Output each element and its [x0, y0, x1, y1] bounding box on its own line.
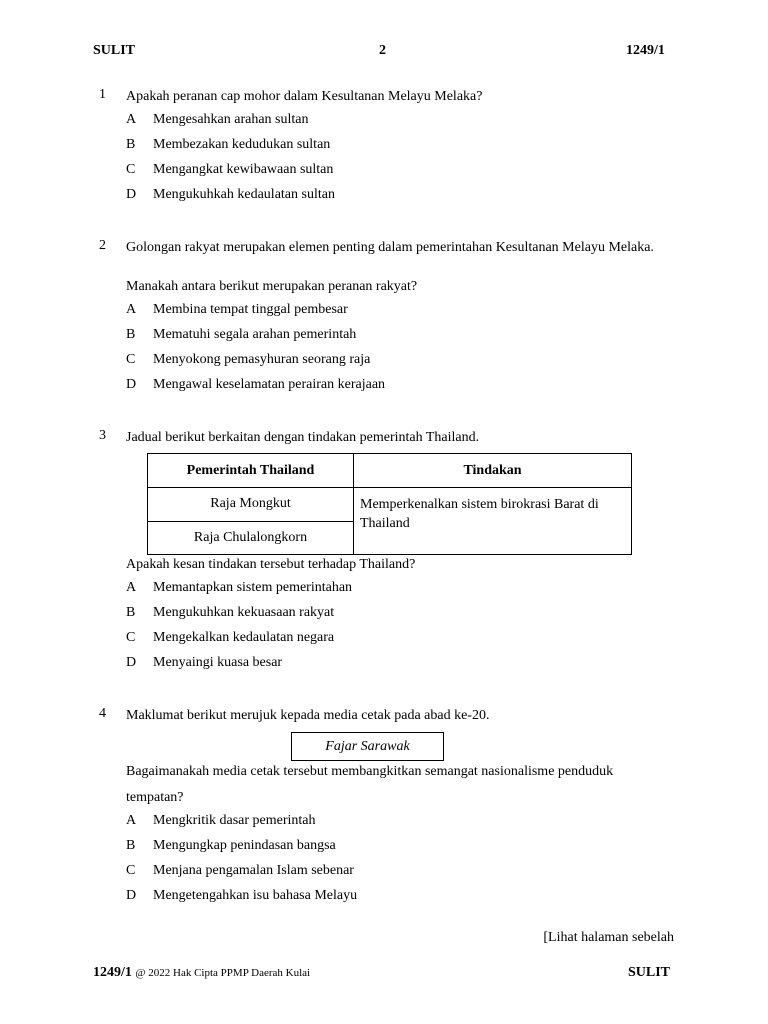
question-2-option-d — [126, 377, 385, 393]
question-1-option-b — [126, 137, 330, 153]
option-text: Mengukuhkah kedaulatan sultan — [153, 187, 335, 202]
option-text: Mengangkat kewibawaan sultan — [153, 162, 334, 177]
question-2-text: Golongan rakyat merupakan elemen penting dalam pemerintahan Kesultanan Melayu Melaka. — [126, 240, 654, 255]
header-paper-code: 1249/1 — [626, 43, 665, 58]
question-4-option-c — [126, 863, 354, 879]
table-cell-ruler-1: Raja Mongkut — [148, 488, 354, 521]
option-letter: D — [126, 888, 137, 903]
question-3-number: 3 — [99, 428, 106, 443]
option-text: Mematuhi segala arahan pemerintah — [153, 327, 357, 342]
question-3-text: Jadual berikut berkaitan dengan tindakan pemerintah Thailand. — [126, 430, 480, 445]
option-letter: B — [126, 605, 136, 620]
footer-paper-code: 1249/1 — [93, 965, 132, 980]
option-letter: D — [126, 187, 137, 202]
question-3-option-a — [126, 580, 352, 596]
question-2-option-b — [126, 327, 356, 343]
option-letter: B — [126, 838, 136, 853]
table-header-ruler: Pemerintah Thailand — [148, 454, 354, 488]
question-1-number: 1 — [99, 87, 106, 102]
option-letter: B — [126, 327, 136, 342]
option-text: Mengkritik dasar pemerintah — [153, 813, 316, 828]
footer-classification: SULIT — [628, 965, 671, 980]
option-text: Menjana pengamalan Islam sebenar — [153, 863, 354, 878]
option-text: Membina tempat tinggal pembesar — [153, 302, 348, 317]
option-letter: C — [126, 352, 136, 367]
footer-left — [93, 965, 310, 981]
option-letter: C — [126, 863, 136, 878]
newspaper-title-box: Fajar Sarawak — [291, 732, 444, 761]
option-text: Mengukuhkan kekuasaan rakyat — [153, 605, 335, 620]
question-4-option-a — [126, 813, 316, 829]
option-text: Memantapkan sistem pemerintahan — [153, 580, 353, 595]
table-header-row — [148, 454, 632, 488]
option-letter: A — [126, 302, 137, 317]
option-letter: A — [126, 813, 137, 828]
option-letter: A — [126, 580, 137, 595]
option-text: Menyaingi kuasa besar — [153, 655, 283, 670]
option-letter: A — [126, 112, 137, 127]
next-page-note: [Lihat halaman sebelah — [543, 930, 674, 945]
question-1-text: Apakah peranan cap mohor dalam Kesultanan Melayu Melaka? — [126, 89, 483, 104]
footer-copyright: @ 2022 Hak Cipta PPMP Daerah Kulai — [135, 967, 311, 979]
question-3-option-d — [126, 655, 282, 671]
question-2-option-a — [126, 302, 348, 318]
option-text: Mengesahkan arahan sultan — [153, 112, 309, 127]
option-letter: C — [126, 630, 136, 645]
question-4-number: 4 — [99, 706, 106, 721]
option-text: Mengetengahkan isu bahasa Melayu — [153, 888, 358, 903]
question-3-subtext: Apakah kesan tindakan tersebut terhadap Thailand? — [126, 557, 416, 572]
header-page-number: 2 — [379, 43, 386, 58]
question-4-option-b — [126, 838, 336, 854]
question-2-number: 2 — [99, 238, 106, 253]
option-text: Mengungkap penindasan bangsa — [153, 838, 336, 853]
option-letter: C — [126, 162, 136, 177]
option-letter: B — [126, 137, 136, 152]
option-text: Membezakan kedudukan sultan — [153, 137, 331, 152]
question-4-option-d — [126, 888, 357, 904]
question-3-option-b — [126, 605, 334, 621]
table-header-action: Tindakan — [354, 454, 632, 488]
table-cell-ruler-2: Raja Chulalongkorn — [148, 521, 354, 554]
ruler-action-table — [147, 453, 632, 555]
question-1-option-a — [126, 112, 309, 128]
table-row — [148, 488, 632, 521]
option-text: Mengawal keselamatan perairan kerajaan — [153, 377, 386, 392]
question-1-option-c — [126, 162, 333, 178]
option-letter: D — [126, 377, 137, 392]
option-letter: D — [126, 655, 137, 670]
question-2-subtext: Manakah antara berikut merupakan peranan rakyat? — [126, 279, 418, 294]
header-classification: SULIT — [93, 43, 136, 58]
question-2-option-c — [126, 352, 370, 368]
option-text: Menyokong pemasyhuran seorang raja — [153, 352, 371, 367]
question-4-text: Maklumat berikut merujuk kepada media cetak pada abad ke-20. — [126, 708, 490, 723]
question-4-subtext-continued: tempatan? — [126, 790, 184, 805]
question-4-subtext: Bagaimanakah media cetak tersebut membangkitkan semangat nasionalisme penduduk — [126, 764, 614, 779]
table-cell-action: Memperkenalkan sistem birokrasi Barat di Thailand — [354, 488, 632, 555]
question-1-option-d — [126, 187, 335, 203]
option-text: Mengekalkan kedaulatan negara — [153, 630, 335, 645]
question-3-option-c — [126, 630, 334, 646]
